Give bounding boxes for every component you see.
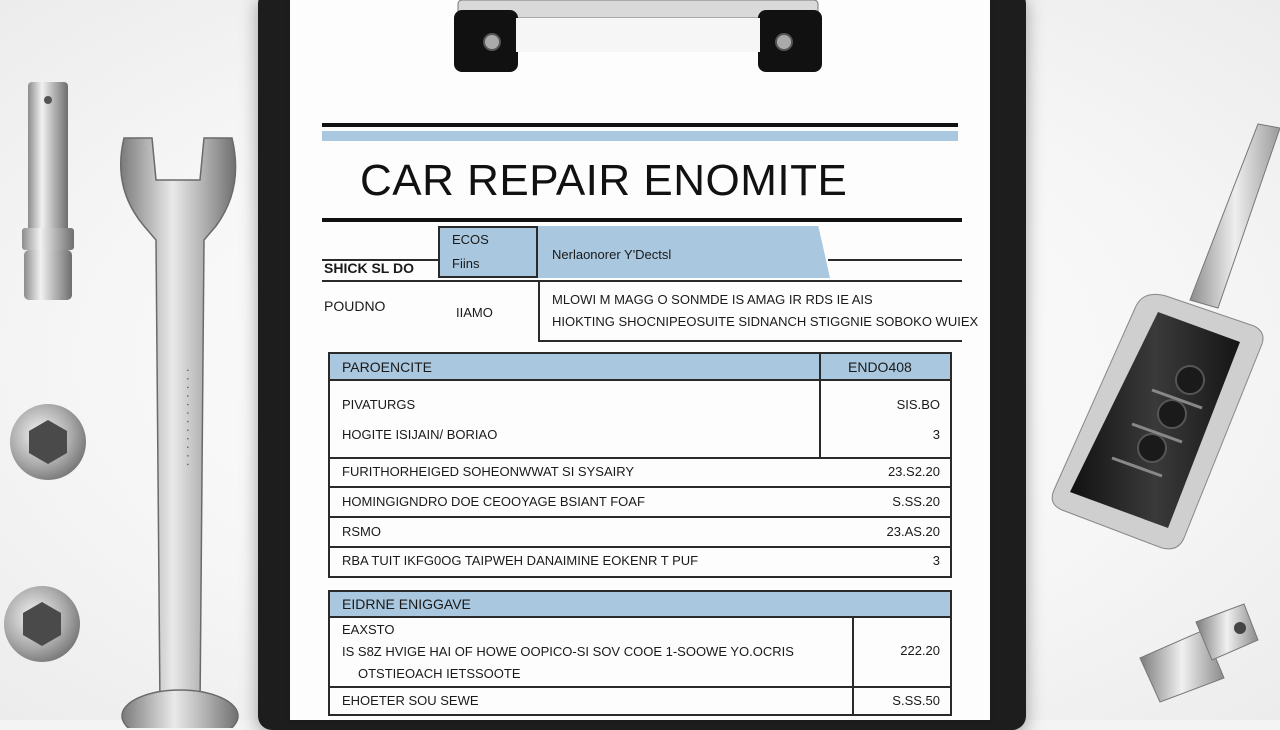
header-divider (538, 340, 962, 342)
header-divider (828, 259, 962, 261)
header-description-line-2: HIOKTING SHOCNIPEOSUITE SIDNANCH STIGGNIE SOBOKO WUIEX (552, 314, 979, 329)
header-col-a-row2: IIAMO (456, 305, 493, 320)
table-row-value: 3 (932, 553, 940, 568)
table-row-value: 23.S2.20 (887, 464, 940, 479)
table-row-divider (330, 457, 950, 459)
table-row-value: 3 (932, 427, 940, 442)
table-row-label: RBA TUIT IKFG0OG TAIPWEH DANAIMINE EOKENR T PUF (342, 553, 699, 568)
table-row-divider (330, 686, 950, 688)
title-rule-top (322, 123, 958, 127)
header-col-a-top: ECOS (452, 232, 489, 247)
header-left-label-1: SHICK SL DO (324, 260, 414, 276)
table-row-value: S.SS.20 (892, 494, 940, 509)
table-column-divider (852, 618, 854, 714)
table-row-label: PIVATURGS (342, 397, 416, 412)
engine-row-value: 222.20 (900, 643, 940, 658)
table-row-label: HOMINGIGNDRO DOE CEOOYAGE BSIANT FOAF (342, 494, 645, 509)
header-vertical-line (538, 280, 540, 342)
engine-row-line-2: IS S8Z HVIGE HAI OF HOWE OOPICO-SI SOV COOE 1-SOOWE YO.OCRIS (342, 644, 794, 659)
engine-table-header: EIDRNE ENIGGAVE (342, 596, 471, 612)
table-row-divider (330, 516, 950, 518)
title-rule-bottom (322, 218, 962, 222)
header-left-label-2: POUDNO (324, 298, 386, 314)
table-row-value: 23.AS.20 (886, 524, 940, 539)
parts-table-header-right: ENDO408 (848, 359, 912, 375)
table-row-divider (330, 616, 950, 618)
header-col-b: Nerlaonorer Y'Dectsl (552, 247, 672, 262)
table-row-divider (330, 379, 950, 381)
table-row-label: HOGITE ISIJAIN/ BORIAO (342, 427, 498, 442)
table-row-value: SIS.BO (896, 397, 940, 412)
svg-text:· · · · · · · · · · · ·: · · · · · · · · · · · · (181, 368, 197, 467)
engine-row-2-label: EHOETER SOU SEWE (342, 693, 479, 708)
engine-row-line-1: EAXSTO (342, 622, 395, 637)
header-divider (322, 280, 962, 282)
header-col-a-bottom: Fiins (452, 256, 480, 271)
table-column-divider (819, 354, 821, 458)
table-row-label: FURITHORHEIGED SOHEONWWAT SI SYSAIRY (342, 464, 635, 479)
table-row-divider (330, 546, 950, 548)
parts-table-header-left: PAROENCITE (342, 359, 432, 375)
title-band (322, 131, 958, 141)
engine-row-2-value: S.SS.50 (892, 693, 940, 708)
table-row-divider (330, 486, 950, 488)
document-title: CAR REPAIR ENOMITE (360, 156, 848, 205)
header-description-line-1: MLOWI M MAGG O SONMDE IS AMAG IR RDS IE AIS (552, 292, 873, 307)
table-row-label: RSMO (342, 524, 381, 539)
engine-row-line-3: OTSTIEOACH IETSSOOTE (358, 666, 521, 681)
